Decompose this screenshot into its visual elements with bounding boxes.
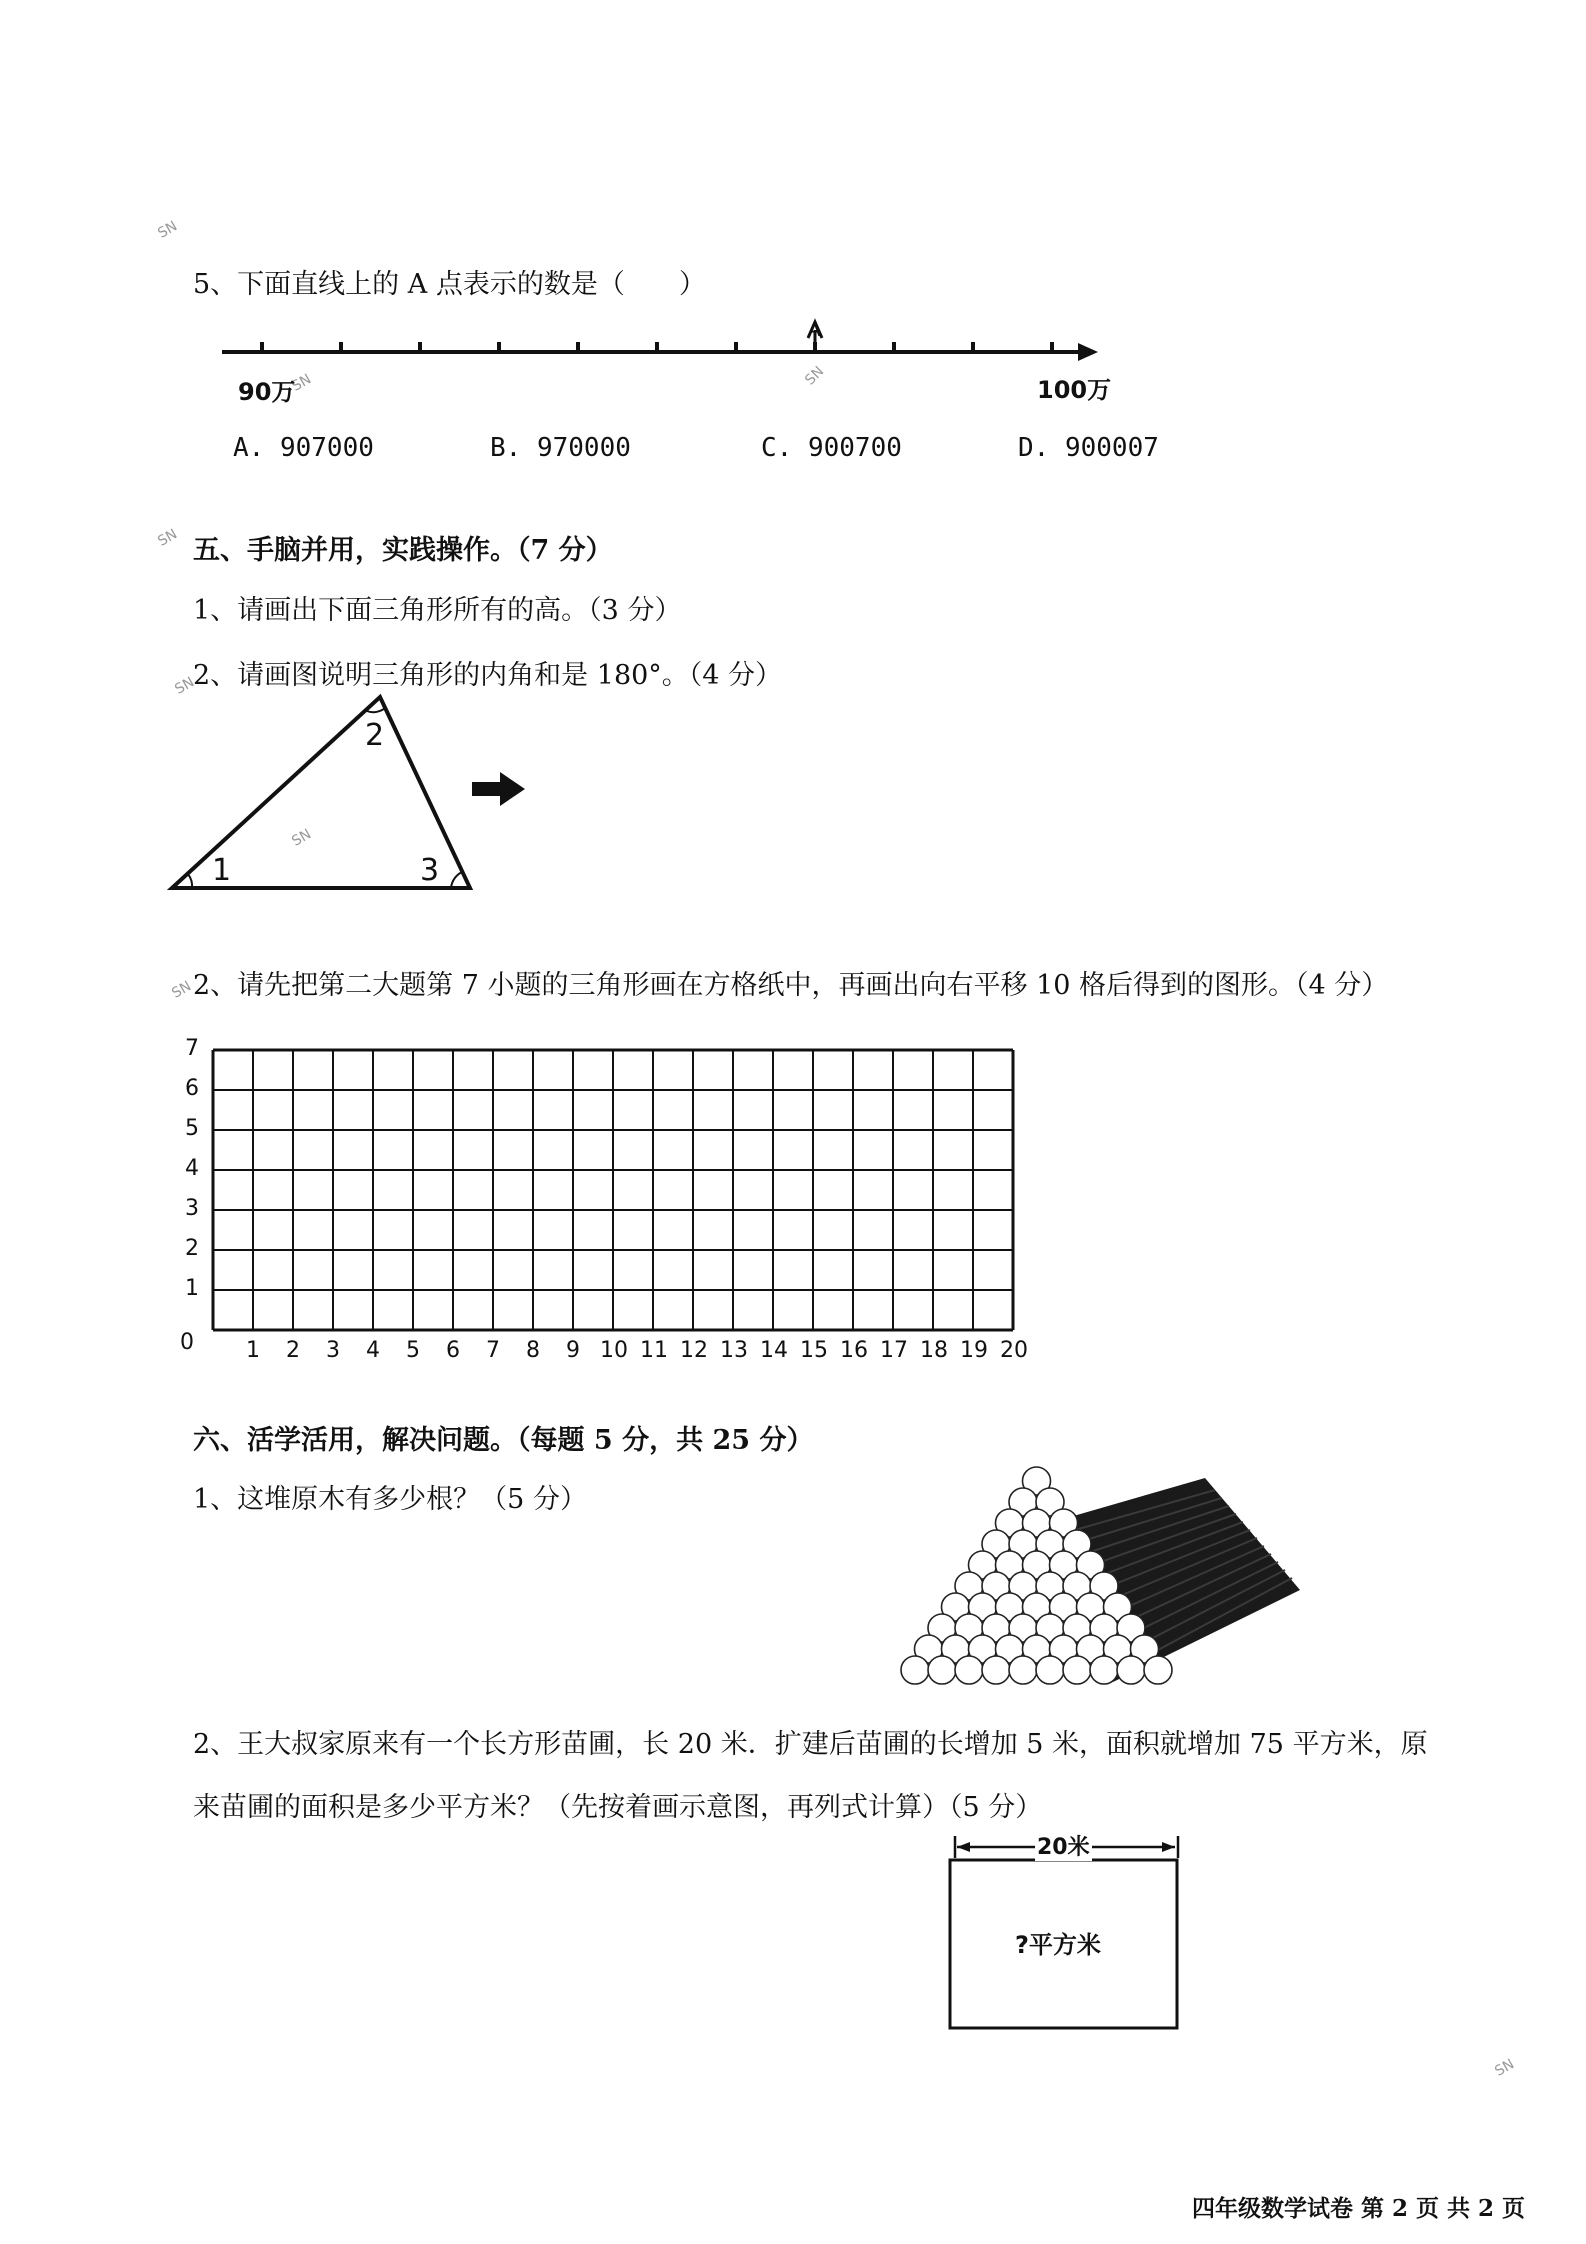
- log-end: [955, 1656, 983, 1684]
- scan-stamp: SN: [289, 371, 315, 395]
- grid-x-label: 17: [880, 1338, 908, 1363]
- scan-stamp: SN: [1492, 2056, 1518, 2080]
- option-b[interactable]: B. 970000: [490, 433, 631, 463]
- grid-x-label: 18: [920, 1338, 948, 1363]
- log-end: [928, 1656, 956, 1684]
- scan-stamp: SN: [155, 218, 181, 242]
- grid-y-label: 6: [185, 1076, 199, 1101]
- log-end: [1009, 1656, 1037, 1684]
- grid-y-label: 2: [185, 1236, 199, 1261]
- grid-x-label: 13: [720, 1338, 748, 1363]
- number-line-axis: [222, 342, 1098, 361]
- log-end: [1117, 1656, 1145, 1684]
- grid-x-label: 6: [446, 1338, 460, 1363]
- log-end: [1063, 1656, 1091, 1684]
- right-arrow-icon: [472, 772, 525, 806]
- grid-y-label: 0: [180, 1330, 194, 1355]
- log-end: [901, 1656, 929, 1684]
- section-5-question-2: 2、请画图说明三角形的内角和是 180°。（4 分）: [193, 660, 783, 691]
- grid-y-label: 3: [185, 1196, 199, 1221]
- number-line-end-label: 100万: [1037, 376, 1112, 404]
- number-line-start-label: 90万: [238, 378, 296, 406]
- log-end: [982, 1656, 1010, 1684]
- log-end: [1144, 1656, 1172, 1684]
- grid-x-label: 5: [406, 1338, 420, 1363]
- section-5-question-1: 1、请画出下面三角形所有的高。（3 分）: [193, 595, 682, 626]
- scan-stamp: SN: [169, 978, 195, 1002]
- grid-y-label: 1: [185, 1276, 199, 1301]
- section-5-question-3: 2、请先把第二大题第 7 小题的三角形画在方格纸中，再画出向右平移 10 格后得到的图形。（4 分）: [193, 970, 1389, 1001]
- grid-x-label: 19: [960, 1338, 988, 1363]
- section-6-question-2-line-1: 2、王大叔家原来有一个长方形苗圃，长 20 米．扩建后苗圃的长增加 5 米，面积就增加 75 平方米，原: [193, 1729, 1428, 1760]
- grid-x-label: 11: [640, 1338, 668, 1363]
- log-end: [1036, 1656, 1064, 1684]
- grid-x-label: 14: [760, 1338, 788, 1363]
- grid-x-label: 9: [566, 1338, 580, 1363]
- section-5-heading: 五、手脑并用，实践操作。（7 分）: [193, 535, 613, 566]
- grid-x-label: 8: [526, 1338, 540, 1363]
- angle-label-3: 3: [420, 853, 440, 888]
- grid-x-label: 4: [366, 1338, 380, 1363]
- grid-x-label: 12: [680, 1338, 708, 1363]
- log-end: [1090, 1656, 1118, 1684]
- grid-x-label: 7: [486, 1338, 500, 1363]
- angle-label-1: 1: [212, 853, 232, 888]
- grid-x-label: 3: [326, 1338, 340, 1363]
- angle-label-2: 2: [365, 718, 385, 753]
- grid-x-label: 1: [246, 1338, 260, 1363]
- rectangle-area-label: ?平方米: [1015, 1931, 1101, 1959]
- option-d[interactable]: D. 900007: [1018, 433, 1159, 463]
- grid-y-label: 5: [185, 1116, 199, 1141]
- grid-y-label: 7: [185, 1036, 199, 1061]
- question-5-text: 5、下面直线上的 A 点表示的数是（ ）: [193, 269, 706, 300]
- grid-x-label: 2: [286, 1338, 300, 1363]
- point-a-label: A: [808, 320, 821, 341]
- grid-x-label: 16: [840, 1338, 868, 1363]
- grid-y-label: 4: [185, 1156, 199, 1181]
- section-6-question-2-line-2: 来苗圃的面积是多少平方米？（先按着画示意图，再列式计算）（5 分）: [193, 1792, 1043, 1823]
- page-footer: 四年级数学试卷 第 2 页 共 2 页: [1192, 2195, 1526, 2222]
- option-a[interactable]: A. 907000: [233, 433, 374, 463]
- log-pile-image: [901, 1467, 1300, 1684]
- scan-stamp: SN: [802, 363, 828, 389]
- option-c[interactable]: C. 900700: [761, 433, 902, 463]
- scan-stamp: SN: [155, 526, 181, 550]
- grid-x-label: 15: [800, 1338, 828, 1363]
- section-6-heading: 六、活学活用，解决问题。（每题 5 分，共 25 分）: [193, 1425, 814, 1456]
- scan-stamp: SN: [172, 674, 198, 698]
- grid-paper: [213, 1050, 1013, 1330]
- grid-x-label: 10: [600, 1338, 628, 1363]
- section-6-question-1: 1、这堆原木有多少根？（5 分）: [193, 1484, 587, 1515]
- scan-stamp: SN: [289, 826, 315, 850]
- grid-x-label: 20: [1000, 1338, 1028, 1363]
- rectangle-width-label: 20米: [1035, 1830, 1092, 1861]
